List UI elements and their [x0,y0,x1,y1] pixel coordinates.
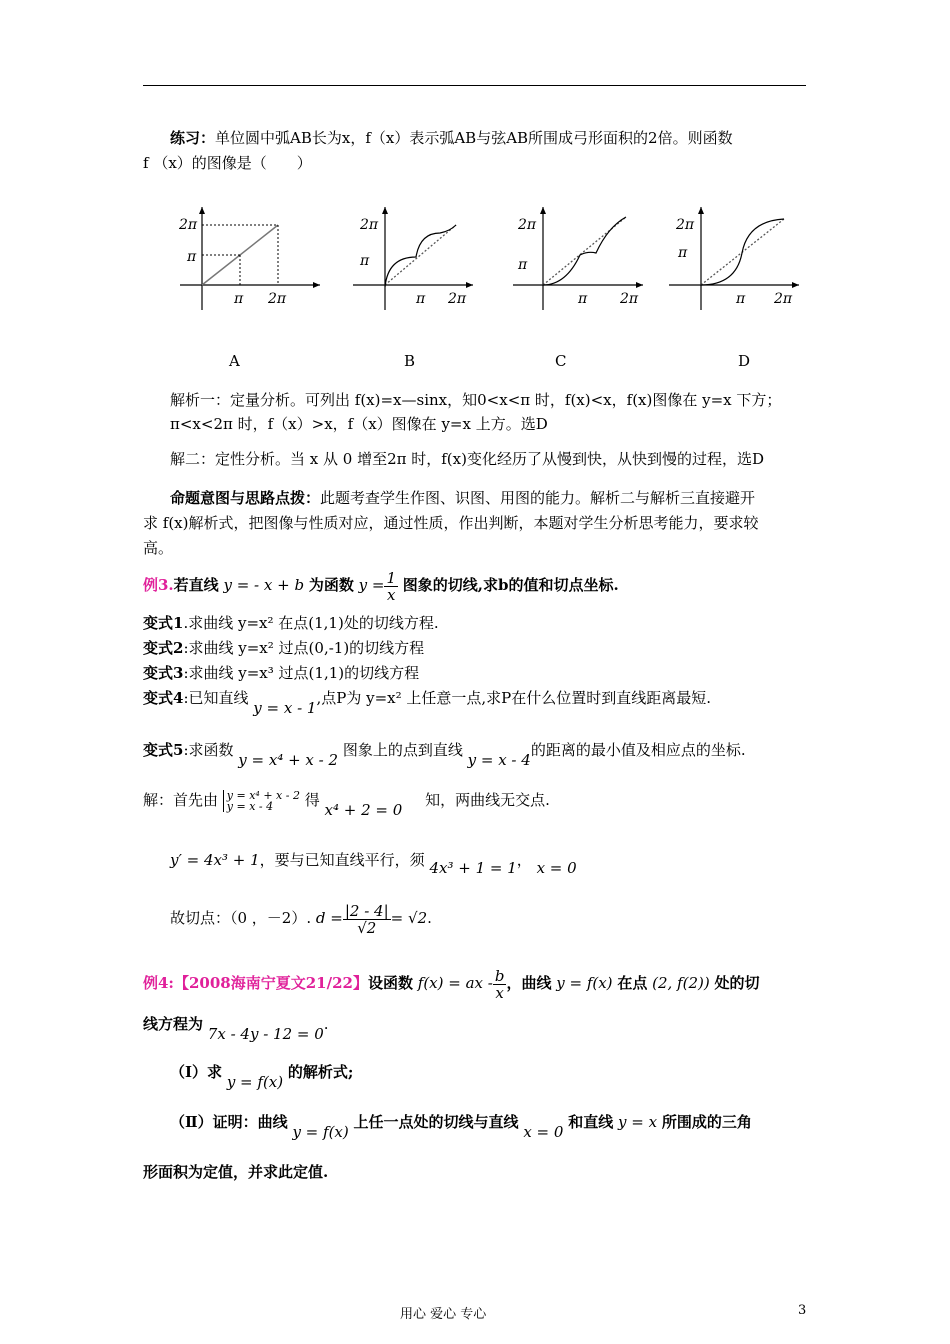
exercise-text: 单位圆中弧AB长为x，f（x）表示弧AB与弦AB所围成弓形面积的2倍。则函数 [215,129,733,147]
option-label-c: C [555,352,567,370]
tick-label: 2π [448,291,467,307]
fraction-denominator: √2 [357,918,377,937]
fraction-numerator: 1 [386,568,396,587]
option-label-a: A [229,352,240,370]
example-4-fraction [493,968,507,1001]
intent-line-2: 求 f(x)解析式，把图像与性质对应，通过性质，作出判断，本题对学生分析思考能力，要求较 [143,514,759,532]
analysis-2: 解二：定性分析。当 x 从 0 增至2π 时，f(x)变化经历了从慢到快，从快到慢的过程，选D [170,450,764,468]
variant-5-expr1: y = x⁴ + x - 2 [238,751,339,769]
example-3-post: 图象的切线,求b的值和切点坐标. [402,576,619,594]
solution-line-2 [170,850,577,877]
example-4-line2-pre: 线方程为 [143,1015,204,1033]
question-2-post: 所围成的三角 [661,1113,752,1131]
tick-label: 2π [360,217,379,233]
variant-4-pre: :已知直线 [183,689,249,707]
intent-line-1 [170,488,755,508]
example-4-post: 处的切 [714,974,760,992]
variant-4-post: ,点P为 y=x² 上任意一点,求P在什么位置时到直线距离最短. [316,689,712,707]
graph-b [348,205,498,315]
variant-1-label: 变式1 [143,614,184,632]
example-4-fx: f(x) = ax - [417,974,493,992]
example-4-at: 在点 [617,974,648,992]
solution-parallel: ，要与已知直线平行，须 [259,851,425,869]
variant-1 [143,613,439,633]
tick-label: 2π [518,217,537,233]
tick-label: 2π [268,291,287,307]
tick-label: π [736,291,746,307]
variant-5-mid: 图象上的点到直线 [342,741,463,759]
variant-5-post: 的距离的最小值及相应点的坐标. [530,741,746,759]
tick-label: π [578,291,588,307]
example-4-curve: ，曲线 [506,974,552,992]
variant-4 [143,688,712,717]
tick-label: π [187,249,197,265]
analysis-1-line-1: 解析一：定量分析。可列出 f(x)=x—sinx，知0<x<π 时，f(x)<x，f(x)图像在 y=x 下方； [170,391,782,409]
exercise-line-1 [170,128,733,148]
solution-derivative: y′ = 4x³ + 1 [170,851,260,869]
analysis-1-line-2: π<x<2π 时，f（x）>x，f（x）图像在 y=x 上方。选D [170,415,548,433]
solution-know: 知，两曲线无交点. [425,791,550,809]
solution-get: 得 [304,791,320,809]
option-label-b: B [404,352,416,370]
example-3-pre: 若直线 [173,576,219,594]
example-3-expr2-lhs: y = [358,576,385,594]
example-4-q2-line-2: 形面积为定值，并求此定值. [143,1163,329,1181]
tick-label: π [416,291,426,307]
graph-c [508,205,658,315]
question-2-mid: 上任一点处的切线与直线 [353,1113,519,1131]
variant-3 [143,663,419,683]
solution-line-3 [170,898,432,938]
solution-eq2: 4x³ + 1 = 1 [429,859,517,877]
example-4-line-equation: 7x - 4y - 12 = 0 [207,1025,324,1043]
example-4-source: 【2008海南宁夏文21/22】 [173,974,368,992]
tick-label: 2π [179,217,198,233]
fraction-numerator: b [494,966,505,985]
variant-3-text: :求曲线 y=x³ 过点(1,1)的切线方程 [183,664,420,682]
example-4-yfx: y = f(x) [556,974,613,992]
exercise-line-2: f （x）的图像是（ ） [143,154,312,172]
option-label-d: D [738,352,751,370]
solution-period: . [427,909,432,927]
equation-system [223,790,300,812]
variant-2 [143,638,424,658]
variant-5-pre: :求函数 [183,741,234,759]
question-1-label: （Ⅰ）求 [170,1063,223,1081]
tick-label: 2π [620,291,639,307]
solution-eq1: x⁴ + 2 = 0 [324,801,403,819]
footer-text: 用心 爱心 专心 [400,1307,487,1322]
fraction-denominator: x [495,983,504,1002]
variant-4-expr: y = x - 1 [253,699,317,717]
example-4-q1 [170,1062,354,1091]
solution-tangent-point: 故切点：（0 ，－2）. [170,909,312,927]
variant-1-text: .求曲线 y=x² 在点(1,1)处的切线方程. [183,614,439,632]
distance-rhs: = √2 [390,909,428,927]
solution-comma: ， [516,851,532,869]
example-3-mid: 为函数 [308,576,354,594]
question-2-label: （Ⅱ）证明：曲线 [170,1113,288,1131]
tick-label: π [678,245,688,261]
system-top: y = x⁴ + x - 2 [226,789,300,802]
tick-label: π [234,291,244,307]
variant-4-label: 变式4 [143,689,184,707]
intent-label: 命题意图与思路点拨： [170,489,321,507]
solution-line-1 [143,789,550,819]
example-3-expr1: y = - x + b [223,576,305,594]
distance-fraction [343,903,391,936]
tick-label: π [360,253,370,269]
fraction-denominator: x [386,585,396,604]
distance-lhs: d = [315,909,343,927]
example-4-pre: 设函数 [367,974,413,992]
example-3-fraction [384,570,398,603]
question-1-post: 的解析式; [287,1063,354,1081]
solution-pre: 解：首先由 [143,791,219,809]
graph-a [175,205,325,315]
example-4-q2-line-1 [170,1112,752,1141]
page-number: 3 [798,1303,807,1318]
tick-label: 2π [676,217,695,233]
header-rule [143,85,806,86]
example-4-line-1 [143,965,760,1001]
intent-text: 此题考查学生作图、识图、用图的能力。解析二与解析三直接避开 [320,489,756,507]
question-2-and: 和直线 [568,1113,614,1131]
tick-label: π [518,257,528,273]
fraction-numerator: |2 - 4| [344,901,389,920]
question-2-expr1: y = f(x) [292,1123,349,1141]
variant-2-label: 变式2 [143,639,184,657]
variant-3-label: 变式3 [143,664,184,682]
variant-5 [143,740,746,769]
variant-5-label: 变式5 [143,741,184,759]
question-2-expr2: x = 0 [523,1123,564,1141]
graph-d [664,205,814,315]
example-3-label: 例3. [143,576,174,594]
question-1-expr: y = f(x) [226,1073,284,1091]
example-4-point: (2, f(2)) [652,974,710,992]
system-bottom: y = x - 4 [226,800,274,813]
variant-2-text: :求曲线 y=x² 过点(0,-1)的切线方程 [183,639,425,657]
example-4-dot: . [323,1015,329,1033]
solution-eq3: x = 0 [536,859,577,877]
example-4-label: 例4: [143,974,174,992]
question-2-expr3: y = x [618,1113,658,1131]
example-3 [143,568,619,603]
exercise-label: 练习： [170,129,216,147]
tick-label: 2π [774,291,793,307]
variant-5-expr2: y = x - 4 [467,751,531,769]
example-4-line-2 [143,1014,329,1043]
intent-line-3: 高。 [143,539,174,557]
